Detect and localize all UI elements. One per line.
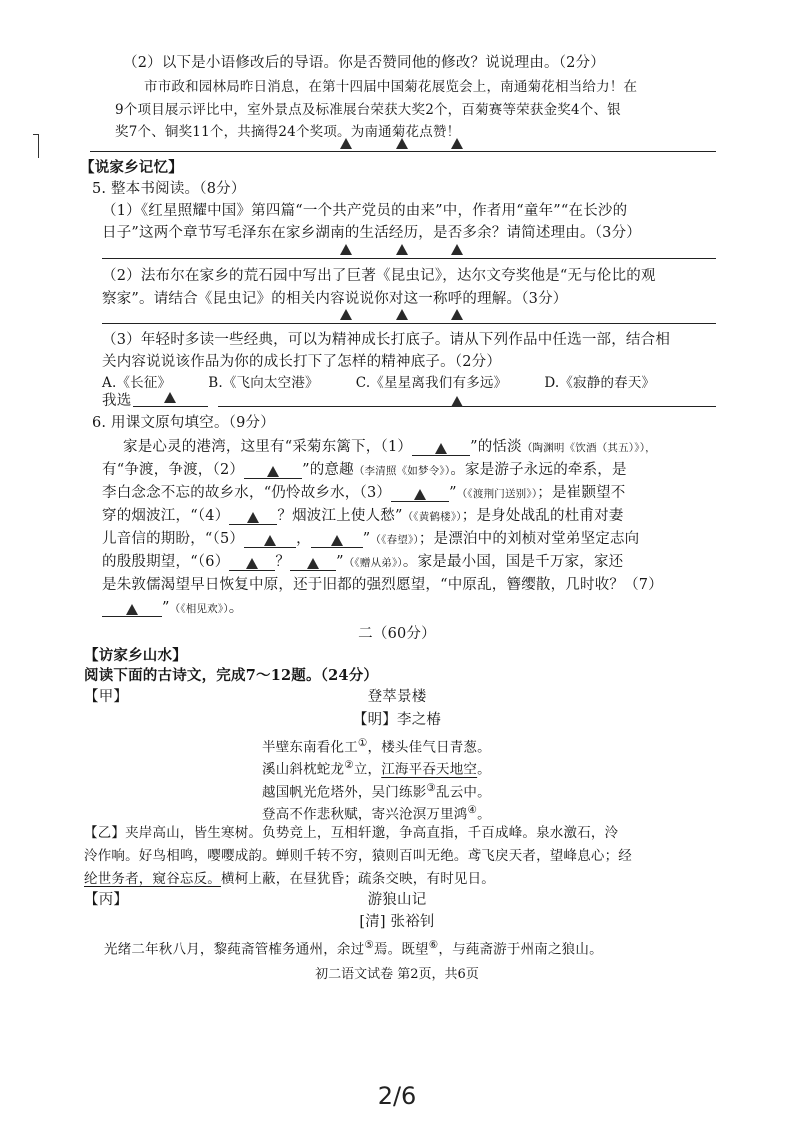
q4-2-prompt: （2）以下是小语修改后的导语。你是否赞同他的修改？说说理由。（2分） <box>123 55 605 71</box>
q6-text: 穿的烟波江，“（4） <box>102 508 230 524</box>
underlined-prose: 纶世务者，窥谷忘反。 <box>84 871 221 887</box>
answer-marker <box>307 558 319 569</box>
fill-blank-3[interactable] <box>391 485 449 502</box>
q5-title: 5. 整本书阅读。（8分） <box>92 181 246 197</box>
q6-line4 <box>102 506 623 527</box>
q6-source: （《春望》） <box>370 534 419 546</box>
q5-2-line2: 察家”。请结合《昆虫记》的相关内容说说你对这一称呼的理解。（3分） <box>102 291 568 307</box>
poem-text: 。 <box>477 806 491 823</box>
essay-author: [清] 张裕钊 <box>359 914 435 930</box>
q6-text: ” <box>162 600 170 616</box>
q6-text: ？烟波江上使人愁” <box>277 508 403 524</box>
q6-text: ” <box>449 485 457 501</box>
text-yi-line2: 泠作响。好鸟相鸣，嘤嘤成韵。蝉则千转不穷，猿则百叫无绝。鸢飞戾天者，望峰息心；经 <box>84 848 632 864</box>
answer-marker <box>340 309 352 320</box>
poem-line3 <box>262 778 491 803</box>
q6-text: ， <box>296 531 311 547</box>
answer-marker <box>267 466 279 477</box>
footnote-ref: ③ <box>426 782 437 794</box>
q6-source: （《赠从弟》） <box>343 557 403 569</box>
essay-line1 <box>104 935 603 960</box>
poem-text: ，楼头佳气日青葱。 <box>367 739 491 756</box>
q6-source: （《相见欢》） <box>169 603 229 615</box>
q4-2-lead-line2: 9个项目展示评比中，室外景点及标准展台荣获大奖2个，百菊赛等荣获金奖4个、银 <box>115 102 621 118</box>
poem-line4 <box>262 800 491 825</box>
text-jia-label: 【甲】 <box>84 689 129 705</box>
q6-text: 。家是游子永远的牵系，是 <box>450 462 627 478</box>
q6-text: 的殷殷期望，“（6） <box>102 554 230 570</box>
answer-marker <box>451 138 463 149</box>
answer-line <box>102 258 716 259</box>
footnote-ref: ⑤ <box>364 939 374 951</box>
text-yi-line1: 【乙】夹岸高山，皆生寒树。负势竞上，互相轩邈，争高直指，千百成峰。泉水激石，泠 <box>84 825 619 841</box>
q6-source: （李清照《如梦令》） <box>353 465 451 477</box>
footnote-ref: ② <box>344 759 354 771</box>
prose-text: ，与莼斋游于州南之狼山。 <box>438 941 603 958</box>
choice-blank[interactable] <box>133 406 208 407</box>
q6-text: 。 <box>228 600 244 616</box>
poem-text: 半壁东南看化工 <box>262 739 358 756</box>
fill-blank-1[interactable] <box>412 439 470 456</box>
q6-text: 儿音信的期盼，“（5） <box>102 531 245 547</box>
essay-title: 游狼山记 <box>367 892 427 908</box>
answer-line[interactable] <box>218 406 716 407</box>
q5-2-line1: （2）法布尔在家乡的荒石园中写出了巨著《昆虫记》，达尔文夸奖他是“无与伦比的观 <box>102 268 656 284</box>
poem-line2 <box>262 755 491 780</box>
q6-source: （《渡荆门送别》） <box>456 488 538 500</box>
reading-instructions: 阅读下面的古诗文，完成7～12题。（24分） <box>84 667 379 684</box>
text-bing-label: 【丙】 <box>84 892 129 908</box>
poem-line1 <box>262 733 491 758</box>
poem-text: 溪山斜枕蛇龙 <box>262 761 345 778</box>
q6-source: （陶渊明《饮酒（其五）》）， <box>521 442 656 454</box>
q5-1-line2: 日子”这两个章节写毛泽东在家乡湖南的生活经历，是否多余？请简述理由。（3分） <box>102 225 641 241</box>
answer-markers <box>0 244 794 256</box>
q6-text: ” <box>336 554 344 570</box>
q5-3-options <box>102 373 655 393</box>
answer-marker <box>164 392 176 403</box>
q6-text: ；是身处战乱的杜甫对妻 <box>461 508 624 524</box>
answer-marker <box>435 443 447 454</box>
q6-line1 <box>123 437 656 458</box>
q6-text: ” <box>362 531 371 547</box>
page-indicator: 2/6 <box>377 1082 417 1110</box>
q5-3-line1: （3）年轻时多读一些经典，可以为精神成长打底子。请从下列作品中任选一部，结合相 <box>102 332 671 348</box>
fill-blank-4[interactable] <box>229 508 277 525</box>
section-heading-scenery: 【访家乡山水】 <box>84 647 187 664</box>
text-yi-line3 <box>84 869 495 889</box>
fill-blank-5a[interactable] <box>244 531 296 548</box>
fill-blank-6b[interactable] <box>290 554 336 571</box>
q4-2-lead-line3: 奖7个、铜奖11个，共摘得24个奖项。为南通菊花点赞！ <box>115 124 461 140</box>
q6-text: ；是崔颢望不 <box>537 485 626 501</box>
q6-line6 <box>102 552 623 573</box>
q6-text: 。家是最小国，国是千万家，家还 <box>402 554 624 570</box>
q4-2-lead-line1: 市市政和园林局昨日消息，在第十四届中国菊花展览会上，南通菊花相当给力！在 <box>144 79 638 95</box>
q6-line3 <box>102 483 625 504</box>
fill-blank-6a[interactable] <box>229 554 275 571</box>
section-heading-memory: 【说家乡记忆】 <box>80 159 183 176</box>
answer-marker <box>396 138 408 149</box>
answer-markers <box>0 309 794 321</box>
answer-marker <box>451 396 463 407</box>
q6-line7: 是朱敦儒渴望早日恢复中原，还于旧都的强烈愿望，“中原乱，簪缨散，几时收？（7） <box>102 577 663 593</box>
poem-author: 【明】李之椿 <box>352 712 442 728</box>
fill-blank-7[interactable] <box>102 600 162 617</box>
answer-marker <box>396 244 408 255</box>
answer-line <box>102 323 716 324</box>
answer-marker <box>331 535 343 546</box>
poem-text: 乱云中。 <box>436 784 491 801</box>
answer-marker <box>340 138 352 149</box>
poem-title: 登萃景楼 <box>367 689 427 705</box>
q6-text: 家是心灵的港湾，这里有“采菊东篱下，（1） <box>123 439 413 455</box>
poem-text: 越国帆光危塔外，吴门练影 <box>262 784 427 801</box>
option-c[interactable]: C.《星星离我们有多远》 <box>355 375 508 391</box>
answer-marker <box>247 512 259 523</box>
underlined-poem-text: 江海平吞天地空 <box>381 761 478 778</box>
fill-blank-2[interactable] <box>244 462 302 479</box>
q6-text: ”的恬淡 <box>470 439 522 455</box>
answer-marker <box>340 244 352 255</box>
q6-text: 有“争渡，争渡，（2） <box>102 462 245 478</box>
prose-text: 横柯上蔽，在昼犹昏；疏条交映，有时见日。 <box>221 871 495 887</box>
q6-source: （《黄鹤楼》） <box>402 511 462 523</box>
answer-marker <box>264 535 276 546</box>
footnote-ref: ④ <box>467 804 478 816</box>
answer-line <box>90 151 716 152</box>
option-a[interactable]: A.《长征》 <box>102 375 172 391</box>
poem-text: 立， <box>353 761 382 778</box>
q5-3-choice-label: 我选 <box>102 393 132 409</box>
answer-markers <box>0 138 794 150</box>
q6-line5 <box>102 529 639 550</box>
footnote-ref: ① <box>357 737 368 749</box>
q5-3-line2: 关内容说说该作品为你的成长打下了怎样的精神底子。（2分） <box>102 354 502 370</box>
prose-text: 光绪二年秋八月，黎莼斋管榷务通州，余过 <box>104 941 365 958</box>
answer-marker <box>451 309 463 320</box>
answer-marker <box>451 244 463 255</box>
answer-marker <box>126 604 138 615</box>
q6-line8 <box>102 598 243 619</box>
option-d[interactable]: D.《寂静的春天》 <box>544 375 656 391</box>
poem-text: 登高不作悲秋赋，寄兴沧溟万里鸿 <box>262 806 468 823</box>
poem-text: 。 <box>477 761 491 778</box>
answer-marker <box>246 558 258 569</box>
footnote-ref: ⑥ <box>428 939 439 951</box>
answer-marker <box>414 489 426 500</box>
q6-text: ？ <box>275 554 291 570</box>
part-two-heading: 二（60分） <box>358 626 436 642</box>
q6-text: ”的意趣 <box>302 462 354 478</box>
q6-text: ；是漂泊中的刘桢对堂弟坚定志向 <box>418 531 640 547</box>
q5-1-line1: （1）《红星照耀中国》第四篇“一个共产党员的由来”中，作者用“童年”“在长沙的 <box>102 203 628 219</box>
q6-text: 李白念念不忘的故乡水，“仍怜故乡水，（3） <box>102 485 392 501</box>
option-b[interactable]: B.《飞向太空港》 <box>208 375 319 391</box>
answer-marker <box>396 309 408 320</box>
q6-line2 <box>102 460 627 481</box>
page-footer: 初二语文试卷 第2页，共6页 <box>315 967 479 982</box>
fill-blank-5b[interactable] <box>311 531 363 548</box>
prose-text: 焉。既望 <box>373 941 429 958</box>
q6-title: 6. 用课文原句填空。（9分） <box>92 415 275 431</box>
